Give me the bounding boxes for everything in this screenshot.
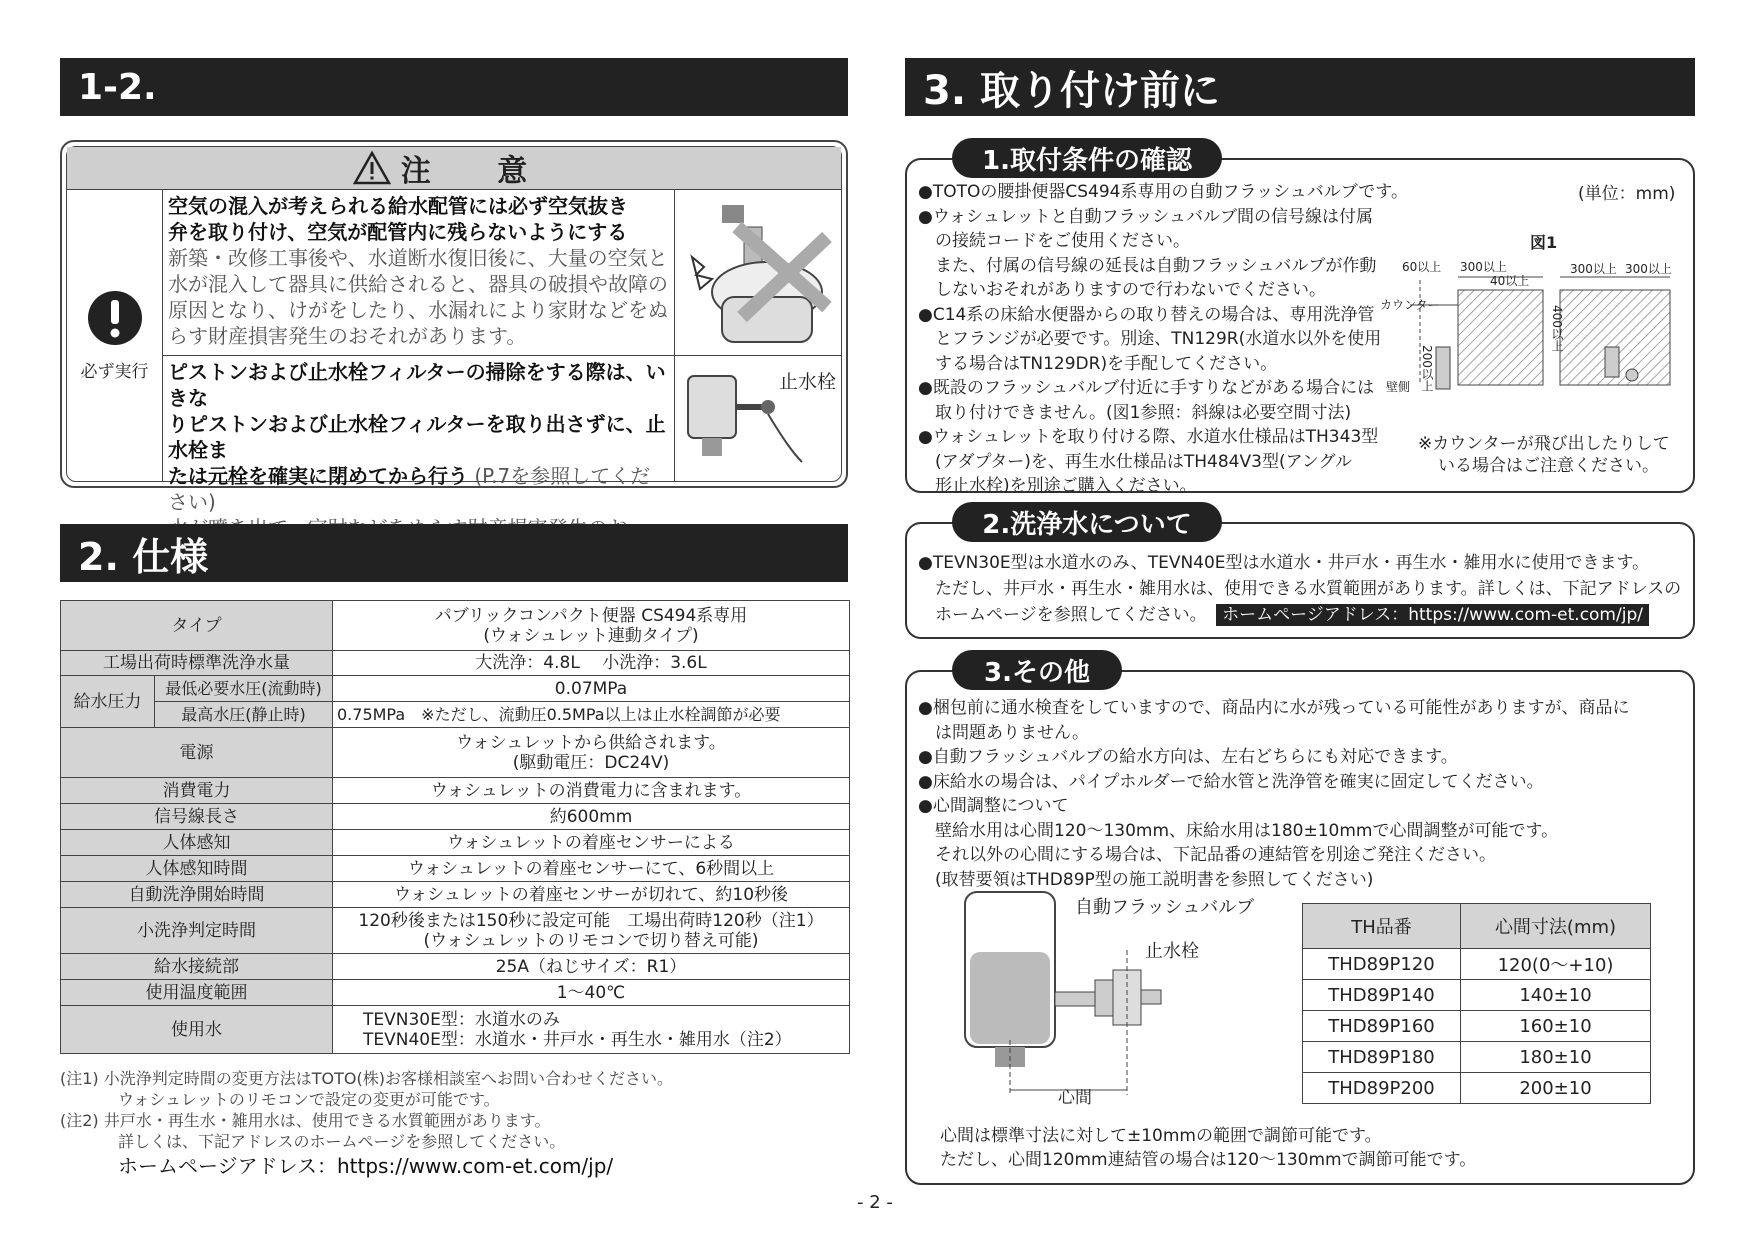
spec-label: 最低必要水圧(流動時)	[155, 676, 333, 702]
spec-value: ウォシュレットの着座センサーが切れて、約10秒後	[333, 882, 850, 908]
dim-label: カウンター	[1380, 298, 1440, 312]
figure-1	[1380, 233, 1680, 405]
caution-box	[60, 140, 848, 514]
caution-item-1	[168, 193, 668, 349]
panel-3-footer	[940, 1124, 1476, 1172]
note-1-line: ウォシュレットのリモコンで設定の変更が可能です。	[118, 1090, 500, 1109]
table-row	[61, 1006, 850, 1054]
warning-triangle-icon	[353, 151, 391, 185]
unit-label: (単位：mm)	[1578, 184, 1676, 204]
spec-table	[60, 600, 850, 1054]
spec-value: 0.07MPa	[333, 676, 850, 702]
dim-label: 300以上	[1570, 262, 1617, 276]
dim-label: 300以上	[1460, 260, 1507, 274]
table-cell: THD89P180	[1303, 1042, 1461, 1073]
table-row	[1303, 980, 1651, 1011]
spec-value	[333, 1006, 850, 1054]
table-row	[61, 778, 850, 804]
spec-label: 給水圧力	[61, 676, 155, 728]
table-row	[61, 651, 850, 676]
spec-value-line: (ウォシュレット連動タイプ)	[483, 625, 699, 646]
spec-notes	[60, 1068, 673, 1177]
table-cell: 180±10	[1461, 1042, 1651, 1073]
mandatory-badge	[67, 189, 163, 481]
panel-3-title: 3.その他	[952, 650, 1122, 690]
dim-label: 400以上	[1550, 305, 1564, 352]
table-cell: THD89P200	[1303, 1073, 1461, 1104]
note-2-line: (注2) 井戸水・再生水・雑用水は、使用できる水質範囲があります。	[60, 1111, 551, 1130]
spec-value-line: TEVN40E型：水道水・井戸水・再生水・雑用水（注2）	[363, 1029, 792, 1050]
flush-valve-diagram	[945, 890, 1175, 1100]
caution-2-bold-line: たは元栓を確実に閉めてから行う	[168, 464, 468, 488]
panel-1-line: しないおそれがありますので行わないでください。	[918, 280, 1326, 300]
table-row	[1303, 949, 1651, 980]
note-2-line: 詳しくは、下記アドレスのホームページを参照してください。	[118, 1132, 566, 1151]
spec-value: ウォシュレットの消費電力に含まれます。	[333, 778, 850, 804]
stop-valve-label: 止水栓	[779, 371, 837, 393]
table-header: TH品番	[1303, 904, 1461, 949]
mandatory-label: 必ず実行	[80, 361, 149, 382]
spec-value-line: 120秒後または150秒に設定可能 工場出荷時120秒（注1）	[358, 910, 824, 931]
homepage-address: ホームページアドレス：https://www.com-et.com/jp/	[118, 1154, 614, 1178]
panel-3-line: ●床給水の場合は、パイプホルダーで給水管と洗浄管を確実に固定してください。	[918, 771, 1544, 792]
panel-1-line: また、付属の信号線の延長は自動フラッシュバルブが作動	[918, 255, 1377, 276]
spec-label: 使用温度範囲	[61, 980, 333, 1006]
spec-value	[333, 728, 850, 778]
panel-1-line: 取り付けできません。(図1参照：斜線は必要空間寸法)	[918, 402, 1352, 423]
table-row	[61, 601, 850, 651]
table-row	[61, 676, 850, 702]
table-cell: 160±10	[1461, 1011, 1651, 1042]
spec-label: 信号線長さ	[61, 804, 333, 830]
spec-label: 小洗浄判定時間	[61, 908, 333, 954]
panel-3-line: 壁給水用は心間120〜130mm、床給水用は180±10mmで心間調整が可能です。	[918, 820, 1559, 841]
section-3-title: 3. 取り付け前に	[923, 67, 1220, 114]
panel-3-line: (取替要領はTHD89P型の施工説明書を参照してください)	[918, 869, 1374, 890]
section-1-2-title: 1-2.	[78, 66, 157, 108]
dim-label: 40以上	[1490, 274, 1530, 288]
panel-1-line: ●ウォシュレットと自動フラッシュバルブ間の信号線は付属	[918, 206, 1373, 227]
panel-3-line: は問題ありません。	[918, 722, 1090, 743]
panel-1-title: 1.取付条件の確認	[952, 138, 1222, 178]
center-distance-label: 心間	[1058, 1088, 1092, 1108]
caution-title: 注 意	[400, 154, 556, 189]
caution-divider	[162, 355, 841, 356]
spec-value	[333, 908, 850, 954]
panel-2-line: ●TEVN30E型は水道水のみ、TEVN40E型は水道水・井戸水・再生水・雑用水に使用できます。	[918, 553, 1650, 573]
homepage-address-link[interactable]: ホームページアドレス：https://www.com-et.com/jp/	[1216, 604, 1649, 626]
footer-line: 心間は標準寸法に対して±10mmの範囲で調節可能です。	[940, 1126, 1382, 1146]
caution-1-body-line: 新築・改修工事後や、水道断水復旧後に、大量の空気と	[168, 246, 668, 270]
dim-label: 300以上	[1625, 262, 1672, 276]
caution-1-body-line: 水が混入して器具に供給されると、器具の破損や故障の	[168, 272, 668, 296]
panel-1-line: とフランジが必要です。別途、TN129R(水道水以外を使用	[918, 329, 1382, 349]
note-1-line: (注1) 小洗浄判定時間の変更方法はTOTO(株)お客様相談室へお問い合わせください。	[60, 1069, 673, 1088]
spec-label: 電源	[61, 728, 333, 778]
spec-label: 最高水圧(静止時)	[155, 702, 333, 728]
spec-label: 人体感知時間	[61, 856, 333, 882]
figure-note	[1418, 433, 1670, 477]
table-row	[61, 908, 850, 954]
spec-label: 人体感知	[61, 830, 333, 856]
table-row	[1303, 1011, 1651, 1042]
panel-1-line: ●ウォシュレットを取り付ける際、水道水仕様品はTH343型	[918, 427, 1379, 447]
panel-2-line: ただし、井戸水・再生水・雑用水は、使用できる水質範囲があります。詳しくは、下記アドレスの	[918, 579, 1682, 599]
table-row	[61, 804, 850, 830]
dim-label: 壁側	[1386, 380, 1411, 394]
spec-value: ウォシュレットの着座センサーによる	[333, 830, 850, 856]
table-row	[61, 702, 850, 728]
spec-value-line: TEVN30E型：水道水のみ	[363, 1009, 560, 1030]
panel-1-line: ●C14系の床給水便器からの取り替えの場合は、専用洗浄管	[918, 304, 1375, 325]
table-row	[61, 882, 850, 908]
table-row	[1303, 904, 1651, 949]
caution-1-body-line: らす財産損害発生のおそれがあります。	[168, 324, 527, 348]
caution-2-ref: (P.7を参照してください)	[168, 464, 651, 514]
caution-2-bold-line: りピストンおよび止水栓フィルターを取り出さずに、止水栓ま	[168, 412, 666, 462]
figure-note-line: いる場合はご注意ください。	[1438, 456, 1659, 476]
panel-1-line: の接続コードをご使用ください。	[918, 231, 1190, 251]
spec-label: 自動洗浄開始時間	[61, 882, 333, 908]
spec-label: 使用水	[61, 1006, 333, 1054]
spec-value: 0.75MPa ※ただし、流動圧0.5MPa以上は止水栓調節が必要	[333, 702, 850, 728]
spec-value: 大洗浄：4.8L 小洗浄：3.6L	[333, 651, 850, 676]
section-1-2-header	[60, 58, 848, 116]
table-row	[1303, 1042, 1651, 1073]
section-2-title: 2. 仕様	[78, 534, 209, 579]
table-cell: 140±10	[1461, 980, 1651, 1011]
spec-value-line: (駆動電圧：DC24V)	[512, 752, 670, 773]
panel-1-line: (アダプター)を、再生水仕様品はTH484V3型(アングル	[918, 451, 1353, 472]
caution-1-body-line: 原因となり、けがをしたり、水漏れにより家財などをぬ	[168, 298, 668, 322]
panel-2-text	[918, 550, 1681, 628]
table-cell: THD89P140	[1303, 980, 1461, 1011]
caution-2-bold-line: ピストンおよび止水栓フィルターの掃除をする際は、いきな	[168, 360, 666, 410]
panel-1-line: ●TOTOの腰掛便器CS494系専用の自動フラッシュバルブです。	[918, 182, 1408, 202]
spec-value: 1〜40℃	[333, 980, 850, 1006]
th-part-table	[1302, 903, 1651, 1104]
section-2-header	[60, 524, 848, 582]
page-number: - 2 -	[857, 1192, 893, 1213]
panel-3-line: ●自動フラッシュバルブの給水方向は、左右どちらにも対応できます。	[918, 747, 1458, 767]
table-cell: 120(0〜+10)	[1461, 949, 1651, 980]
caution-1-bold-line: 空気の混入が考えられる給水配管には必ず空気抜き	[168, 194, 628, 218]
table-row	[61, 830, 850, 856]
spec-label: タイプ	[61, 601, 333, 651]
table-cell: THD89P120	[1303, 949, 1461, 980]
panel-3-line: ●心間調整について	[918, 796, 1069, 816]
spec-value: 約600mm	[333, 804, 850, 830]
table-cell: 200±10	[1461, 1073, 1651, 1104]
spec-label: 給水接続部	[61, 954, 333, 980]
dim-label: 200以上	[1420, 345, 1434, 392]
table-row	[61, 728, 850, 778]
table-row	[61, 856, 850, 882]
panel-2-title: 2.洗浄水について	[952, 502, 1222, 542]
spec-value-line: ウォシュレットから供給されます。	[456, 732, 726, 753]
dim-label: 60以上	[1402, 260, 1442, 274]
caution-header	[67, 147, 841, 190]
spec-value	[333, 601, 850, 651]
panel-3-line: それ以外の心間にする場合は、下記品番の連結管を別途ご発注ください。	[918, 845, 1496, 865]
caution-1-bold-line: 弁を取り付け、空気が配管内に残らないようにする	[168, 220, 628, 244]
valve-label: 自動フラッシュバルブ	[1075, 897, 1255, 918]
spec-value-line: パブリックコンパクト便器 CS494系専用	[434, 605, 748, 626]
footer-line: ただし、心間120mm連結管の場合は120〜130mmで調節可能です。	[940, 1150, 1477, 1170]
table-row	[61, 954, 850, 980]
table-cell: THD89P160	[1303, 1011, 1461, 1042]
panel-3-text	[918, 696, 1630, 892]
spec-value: 25A（ねじサイズ：R1）	[333, 954, 850, 980]
table-row	[1303, 1073, 1651, 1104]
panel-1-line: する場合はTN129DR)を手配してください。	[918, 353, 1278, 374]
caution-image-divider	[674, 189, 675, 481]
toilet-warning-illustration	[682, 197, 842, 352]
spec-value-line: (ウォシュレットのリモコンで切り替え可能)	[423, 930, 759, 951]
panel-3-line: ●梱包前に通水検査をしていますので、商品内に水が残っている可能性がありますが、商品に	[918, 698, 1630, 718]
stop-valve-label: 止水栓	[1145, 941, 1199, 962]
panel-1-line: ●既設のフラッシュバルブ付近に手すりなどがある場合には	[918, 378, 1375, 398]
section-3-header	[905, 58, 1695, 116]
table-header: 心間寸法(mm)	[1461, 904, 1651, 949]
panel-1-line: 形止水栓)を別途ご購入ください。	[918, 476, 1197, 496]
figure-title: 図1	[1530, 233, 1558, 252]
spec-label: 工場出荷時標準洗浄水量	[61, 651, 333, 676]
table-row	[61, 980, 850, 1006]
figure-note-line: ※カウンターが飛び出したりして	[1418, 434, 1670, 454]
spec-value: ウォシュレットの着座センサーにて、6秒間以上	[333, 856, 850, 882]
panel-2-line: ホームページを参照してください。	[918, 605, 1207, 625]
exclamation-circle-icon	[86, 289, 144, 347]
spec-label: 消費電力	[61, 778, 333, 804]
